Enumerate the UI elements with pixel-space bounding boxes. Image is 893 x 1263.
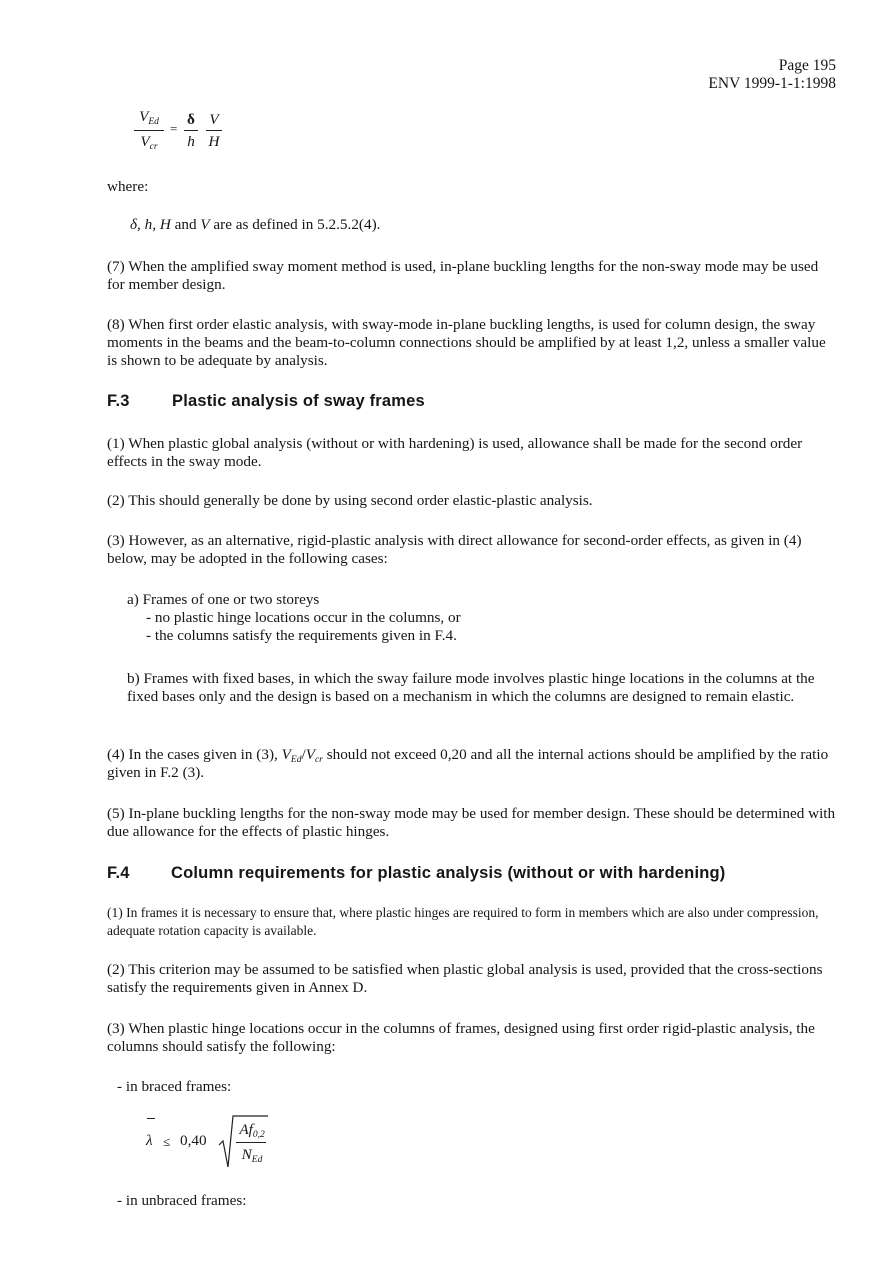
- clause-7: (7) When the amplified sway moment method is used, in-plane buckling lengths for the non-sway mode may be used for member design.: [107, 258, 819, 293]
- eq1-h: h: [187, 133, 195, 150]
- where-label: where:: [107, 178, 149, 195]
- equation-sway-ratio: [132, 108, 242, 154]
- eq1-H: H: [208, 133, 220, 150]
- lambda-overbar: [147, 1118, 155, 1119]
- f4-clause-2: (2) This criterion may be assumed to be satisfied when plastic global analysis is used, provided that the cross-sections satisfy the requirements given in Annex D.: [107, 961, 823, 996]
- clause-8: (8) When first order elastic analysis, with sway-mode in-plane buckling lengths, is used for column design, the sway moments in the beams and the beam-to-column connections should be amplified by at least 1,2, unless a smaller value is shown to be adequate by analysis.: [107, 316, 826, 369]
- section-title: Column requirements for plastic analysis (without or with hardening): [171, 864, 726, 882]
- eq1-fraction-bar: [184, 130, 198, 131]
- f3-case-a-condition-2: - the columns satisfy the requirements given in F.4.: [146, 627, 457, 644]
- f3-clause-3: (3) However, as an alternative, rigid-plastic analysis with direct allowance for second-order effects, as given in (4) below, may be adopted in the following cases:: [107, 532, 802, 567]
- section-title: Plastic analysis of sway frames: [172, 392, 425, 410]
- eq1-fraction-bar: [206, 130, 222, 131]
- eq1-lhs-denominator: $V_{cr}$: [140, 133, 158, 152]
- eq1-fraction-bar: [134, 130, 164, 131]
- leq-sign: ≤: [163, 1134, 171, 1149]
- sqrt-numerator: $Af_{0,2}$: [239, 1121, 265, 1140]
- page-number: Page 195: [778, 57, 836, 74]
- sqrt-denominator: $N_{Ed}$: [241, 1146, 263, 1165]
- where-definition: δ, h, H and V are as defined in 5.2.5.2(4).: [130, 216, 381, 233]
- section-number: F.3: [107, 392, 130, 410]
- f4-clause-3: (3) When plastic hinge locations occur in the columns of frames, designed using first order rigid-plastic analysis, the columns should satisfy the following:: [107, 1020, 815, 1055]
- braced-frames-label: - in braced frames:: [117, 1078, 232, 1095]
- f3-clause-2: (2) This should generally be done by using second order elastic-plastic analysis.: [107, 492, 593, 509]
- eq1-equals: =: [170, 121, 178, 136]
- section-heading-f4: [107, 864, 837, 884]
- lambda-symbol: λ: [146, 1132, 153, 1149]
- f4-clause-1: (1) In frames it is necessary to ensure that, where plastic hinges are required to form in members which are also under compression, adequate rotation capacity is available.: [107, 905, 819, 938]
- f3-clause-4: (4) In the cases given in (3), $V_{Ed}/V_{cr}$ should not exceed 0,20 and all the internal actions should be amplified by the ratio given in F.2 (3).: [107, 746, 829, 781]
- f3-case-a: a) Frames of one or two storeys: [127, 591, 320, 608]
- equation-slenderness-limit: [146, 1112, 276, 1172]
- f3-clause-1: (1) When plastic global analysis (without or with hardening) is used, allowance shall be made for the second order effects in the sway mode.: [107, 435, 803, 470]
- f3-case-b: b) Frames with fixed bases, in which the sway failure mode involves plastic hinge locations in the columns at the fixed bases only and the design is based on a mechanism in which the columns are designed to remain elastic.: [127, 670, 815, 705]
- eq1-delta: δ: [187, 111, 195, 128]
- f3-case-a-condition-1: - no plastic hinge locations occur in the columns, or: [146, 609, 461, 626]
- section-number: F.4: [107, 864, 130, 882]
- eq1-lhs-numerator: $V_{Ed}$: [139, 108, 159, 127]
- standard-reference: ENV 1999-1-1:1998: [708, 75, 836, 92]
- coefficient: 0,40: [180, 1132, 207, 1149]
- f3-clause-5: (5) In-plane buckling lengths for the non-sway mode may be used for member design. These should be determined with due allowance for the effects of plastic hinges.: [107, 805, 836, 840]
- eq2-fraction-bar: [236, 1142, 266, 1143]
- unbraced-frames-label: - in unbraced frames:: [117, 1192, 247, 1209]
- section-heading-f3: [107, 392, 837, 412]
- eq1-v: V: [209, 111, 219, 128]
